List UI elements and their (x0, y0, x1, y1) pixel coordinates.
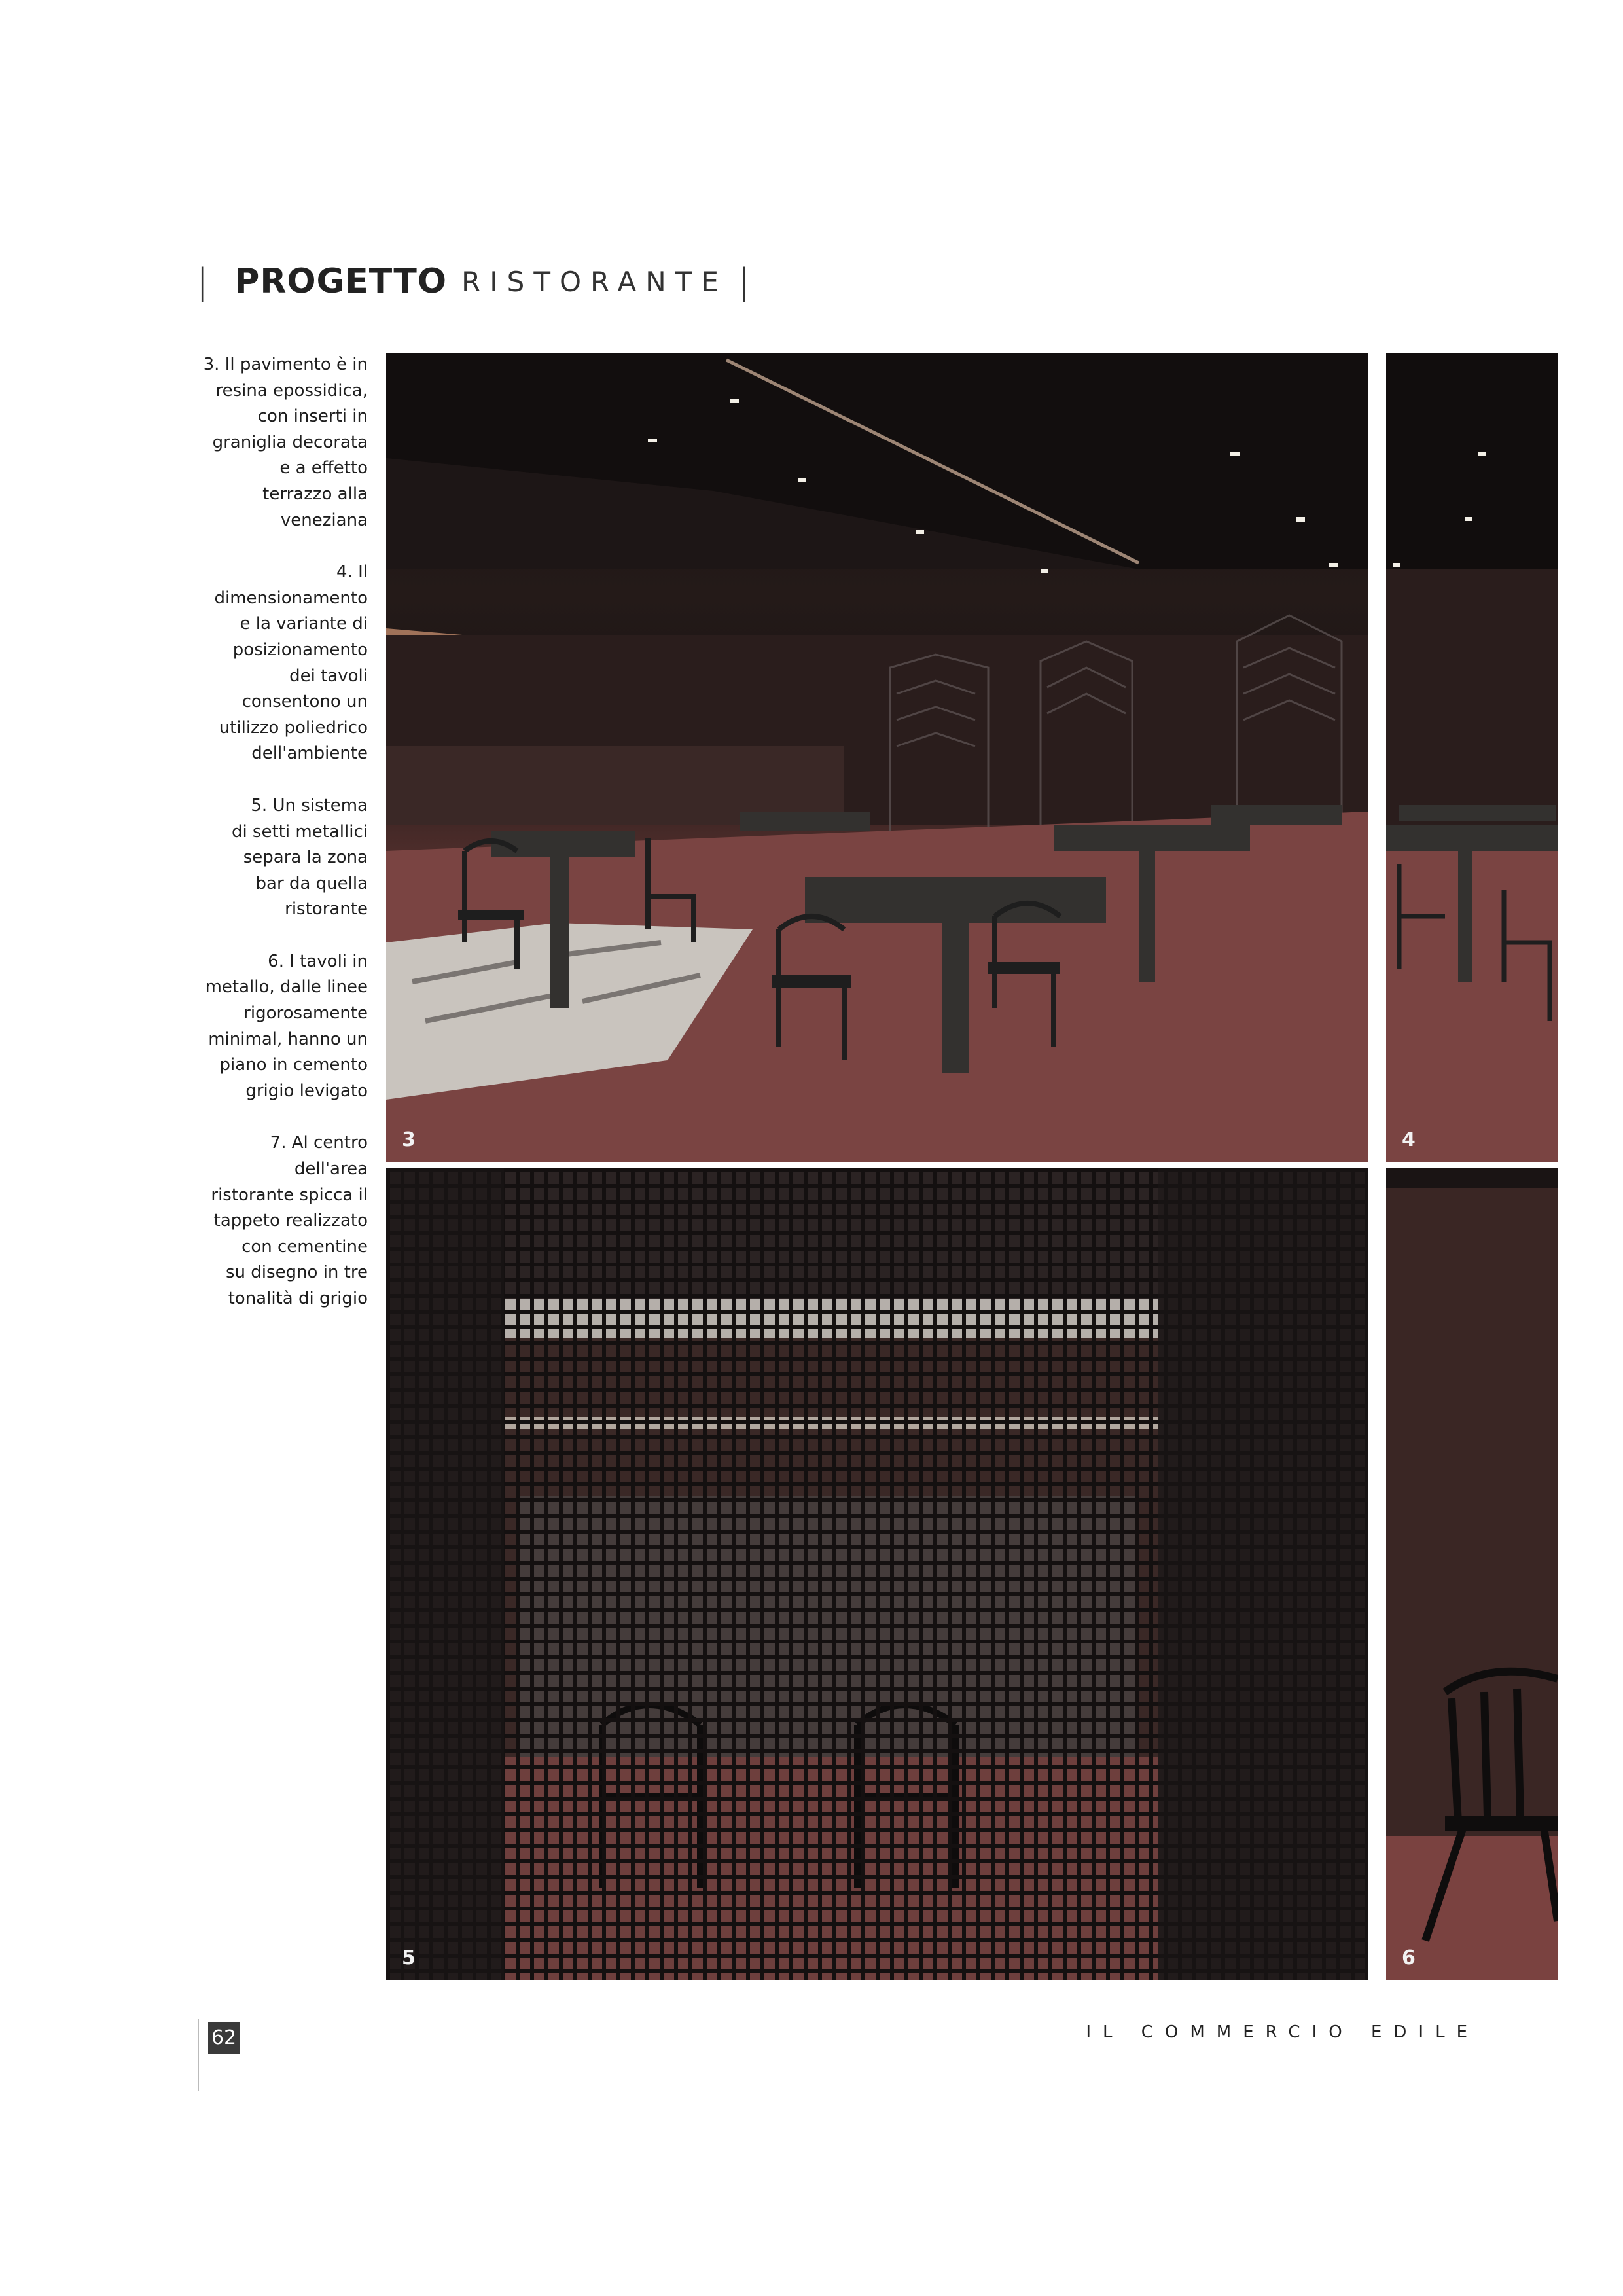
caption-line: metallo, dalle linee (205, 977, 368, 997)
header-bar-left: | (196, 260, 209, 302)
header-title-light: RISTORANTE (461, 265, 728, 298)
side-view-illustration (1386, 353, 1558, 1162)
caption-line: minimal, hanno un (208, 1029, 368, 1049)
caption-7 (164, 1130, 368, 1312)
caption-4 (164, 560, 368, 767)
photo-chair-detail (1386, 1168, 1558, 1980)
caption-line: posizionamento (232, 639, 368, 660)
caption-line: di setti metallici (231, 821, 368, 842)
caption-line: ristorante spicca il (211, 1185, 368, 1205)
page-number-rule (198, 2019, 199, 2091)
caption-line: veneziana (280, 510, 368, 530)
caption-line: e a effetto (279, 458, 368, 478)
header-bar-right: | (738, 260, 751, 302)
photo-number-4: 4 (1402, 1128, 1416, 1151)
caption-line: con inserti in (257, 406, 368, 427)
caption-line: su disegno in tre (226, 1263, 368, 1283)
caption-line: piano in cemento (219, 1055, 368, 1075)
caption-line: utilizzo poliedrico (219, 717, 368, 738)
magazine-name: IL COMMERCIO EDILE (1086, 2022, 1479, 2042)
caption-line: separa la zona (243, 848, 368, 868)
header-title-bold: PROGETTO (234, 262, 448, 301)
page-number: 62 (208, 2022, 240, 2054)
photo-number-5: 5 (402, 1946, 416, 1969)
caption-line: resina epossidica, (215, 380, 368, 401)
caption-line: tonalità di grigio (228, 1289, 368, 1308)
caption-line: 4. Il (336, 562, 368, 583)
caption-line: 3. Il pavimento è in (203, 355, 368, 374)
dining-room-illustration (386, 353, 1368, 1162)
caption-line: 7. Al centro (270, 1133, 368, 1153)
caption-5 (164, 793, 368, 923)
caption-line: dell'area (294, 1159, 368, 1179)
photo-number-3: 3 (402, 1128, 416, 1151)
caption-line: ristorante (285, 899, 368, 920)
photo-metal-screen (386, 1168, 1368, 1980)
metal-screen-illustration (386, 1168, 1368, 1980)
caption-line: bar da quella (255, 873, 368, 893)
caption-line: e la variante di (240, 614, 368, 634)
photo-number-6: 6 (1402, 1946, 1416, 1969)
caption-3 (164, 352, 368, 533)
section-header (196, 259, 750, 304)
caption-line: 5. Un sistema (251, 795, 368, 816)
caption-line: tappeto realizzato (213, 1211, 368, 1231)
caption-line: 6. I tavoli in (268, 951, 368, 971)
caption-line: con cementine (241, 1236, 368, 1257)
captions-column (164, 352, 368, 1338)
caption-line: rigorosamente (243, 1003, 368, 1024)
caption-6 (164, 949, 368, 1105)
caption-line: dei tavoli (289, 666, 368, 686)
caption-line: terrazzo alla (262, 484, 368, 504)
caption-line: dell'ambiente (251, 744, 368, 764)
photo-restaurant-side-view (1386, 353, 1558, 1162)
caption-line: grigio levigato (245, 1081, 368, 1101)
chair-detail-illustration (1386, 1168, 1558, 1980)
caption-line: dimensionamento (214, 588, 368, 608)
photo-restaurant-dining-room (386, 353, 1368, 1162)
caption-line: graniglia decorata (212, 432, 368, 452)
caption-line: consentono un (241, 692, 368, 712)
